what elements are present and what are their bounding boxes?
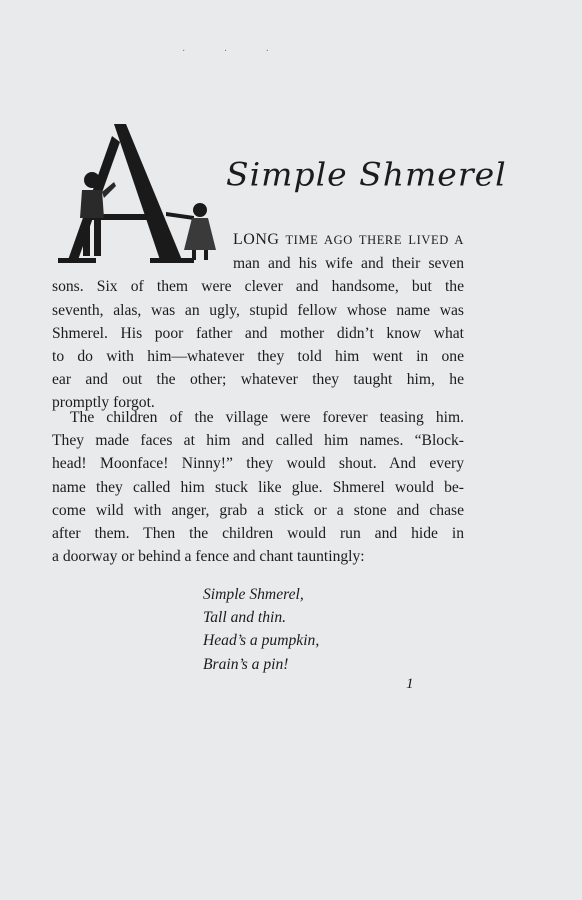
text-line: head! Moonface! Ninny!” they would shout. And every: [52, 455, 464, 473]
poem-line: Head’s a pumpkin,: [203, 632, 320, 650]
text-line: after them. Then the children would run and hide in: [52, 525, 464, 543]
paragraph-2: [52, 406, 464, 568]
text-line: to do with him—whatever they told him went in one: [52, 348, 464, 366]
text-line: ear and out the other; whatever they taught him, he: [52, 371, 464, 389]
text-line: sons. Six of them were clever and handsome, but the: [52, 278, 464, 296]
text-line: a doorway or behind a fence and chant tauntingly:: [52, 548, 365, 566]
text-line: They made faces at him and called him names. “Block-: [52, 432, 464, 450]
poem-line: Brain’s a pin!: [203, 655, 289, 673]
text-line: Shmerel. His poor father and mother didn’t know what: [52, 324, 464, 342]
opening-cap: LONG: [233, 231, 280, 248]
text-line: man and his wife and their seven: [233, 255, 464, 273]
text-line: name they called him stuck like glue. Shmerel would be-: [52, 478, 464, 496]
text-line: come wild with anger, grab a stick or a stone and chase: [52, 501, 464, 519]
printer-dots: · · ·: [182, 46, 287, 57]
story-title: Simple Shmerel: [226, 155, 507, 194]
poem-line: Simple Shmerel,: [203, 586, 304, 603]
opening-line: [52, 228, 464, 252]
text-line: seventh, alas, was an ugly, stupid fellow whose name was: [52, 301, 464, 319]
paragraph-1: [52, 228, 464, 415]
poem: [203, 583, 319, 676]
text-line: promptly forgot.: [52, 394, 155, 412]
poem-line: Tall and thin.: [203, 609, 287, 627]
text-line: The children of the village were forever teasing him.: [70, 409, 464, 426]
opening-smallcaps: TIME AGO THERE LIVED A: [279, 233, 464, 247]
page-number: 1: [406, 676, 414, 692]
